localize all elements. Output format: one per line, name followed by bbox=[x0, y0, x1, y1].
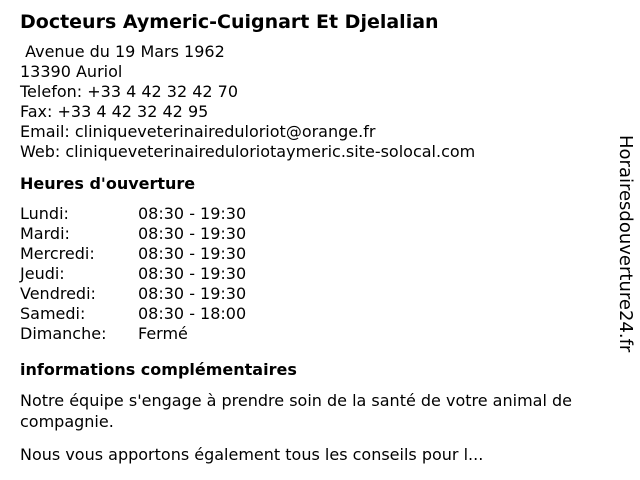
hours-time: Fermé bbox=[138, 324, 188, 343]
hours-time: 08:30 - 19:30 bbox=[138, 204, 247, 223]
hours-time: 08:30 - 19:30 bbox=[138, 244, 247, 263]
site-brand-watermark: Horairesdouverture24.fr bbox=[615, 135, 636, 353]
hours-row bbox=[20, 264, 600, 284]
hours-time: 08:30 - 18:00 bbox=[138, 304, 247, 323]
fax-number: Fax: +33 4 42 32 42 95 bbox=[20, 102, 209, 121]
hours-row bbox=[20, 284, 600, 304]
info-paragraph: Notre équipe s'engage à prendre soin de la santé de votre animal de compagnie. bbox=[20, 391, 572, 431]
hours-day: Samedi: bbox=[20, 304, 86, 323]
hours-row bbox=[20, 204, 600, 224]
hours-day: Jeudi: bbox=[20, 264, 65, 283]
hours-day: Dimanche: bbox=[20, 324, 107, 343]
address-city: 13390 Auriol bbox=[20, 62, 123, 81]
hours-day: Lundi: bbox=[20, 204, 69, 223]
website-address: Web: cliniqueveterinaireduloriotaymeric.site-solocal.com bbox=[20, 142, 476, 161]
info-heading: informations complémentaires bbox=[20, 360, 297, 379]
email-address: Email: cliniqueveterinaireduloriot@orange.fr bbox=[20, 122, 376, 141]
hours-table bbox=[20, 204, 600, 344]
hours-day: Vendredi: bbox=[20, 284, 96, 303]
hours-row bbox=[20, 244, 600, 264]
business-card bbox=[20, 10, 600, 477]
phone-number: Telefon: +33 4 42 32 42 70 bbox=[20, 82, 239, 101]
page-title: Docteurs Aymeric-Cuignart Et Djelalian bbox=[20, 11, 439, 33]
hours-time: 08:30 - 19:30 bbox=[138, 224, 247, 243]
hours-time: 08:30 - 19:30 bbox=[138, 284, 247, 303]
info-paragraph: Nous vous apportons également tous les conseils pour l... bbox=[20, 445, 484, 464]
hours-row bbox=[20, 324, 600, 344]
hours-row bbox=[20, 224, 600, 244]
hours-day: Mardi: bbox=[20, 224, 70, 243]
hours-time: 08:30 - 19:30 bbox=[138, 264, 247, 283]
hours-row bbox=[20, 304, 600, 324]
hours-heading: Heures d'ouverture bbox=[20, 174, 196, 193]
address-street: Avenue du 19 Mars 1962 bbox=[20, 42, 225, 61]
hours-day: Mercredi: bbox=[20, 244, 95, 263]
